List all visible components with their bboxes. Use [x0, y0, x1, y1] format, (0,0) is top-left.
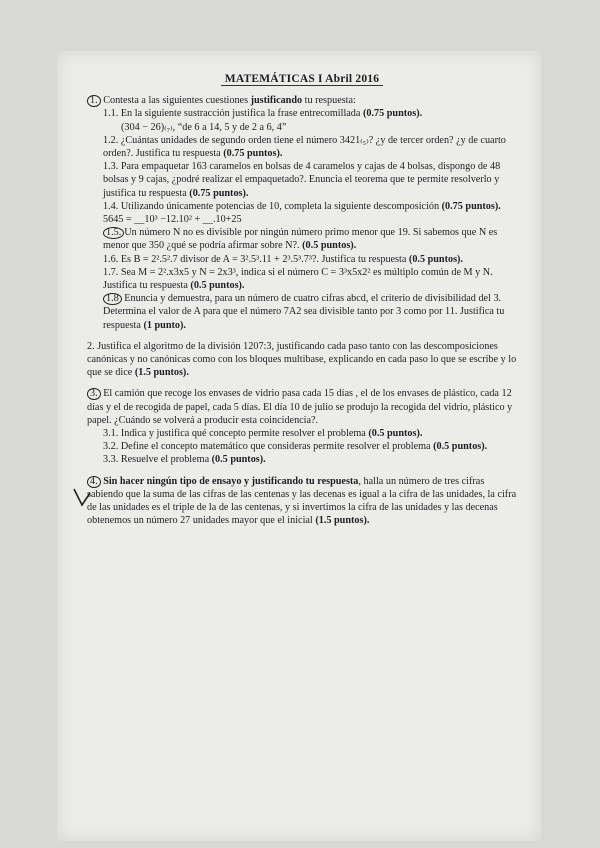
- exam-content: [87, 73, 517, 528]
- check-mark-icon: [73, 487, 91, 507]
- question-1-intro: 1. Contesta a las siguientes cuestiones justificando tu respuesta:: [87, 94, 517, 107]
- question-1-8-number: 1.8: [103, 293, 122, 305]
- question-1-6: 1.6. Es B = 2².5².7 divisor de A = 3².5³.11 + 2³.5³.7³?. Justifica tu respuesta (0.5 puntos).: [103, 253, 463, 265]
- question-3-2: 3.2. Define el concepto matemático que consideras permite resolver el problema (0.5 puntos).: [103, 441, 488, 453]
- question-1-number: 1.: [87, 95, 101, 107]
- question-1-5: 1.5. Un número N no es divisible por ningún número primo menor que 19. Si sabemos que N es menor que 350 ¿qué se podría afirmar sobre N?. (0.5 puntos).: [103, 227, 498, 252]
- question-1-8: 1.8 Enuncia y demuestra, para un número de cuatro cifras abcd, el criterio de divisibilidad del 3. Determina el valor de A para que el número 7A2 sea divisible tanto por 3 como por 11. Justifica tu respuesta (1 punto).: [103, 293, 505, 331]
- question-1-5-number: 1.5.: [103, 227, 124, 239]
- question-1-2: 1.2. ¿Cuántas unidades de segundo orden tiene el número 3421₍₅₎? ¿y de tercer orden? ¿y de cuarto orden?. Justifica tu respuesta (0.75 puntos).: [103, 134, 506, 160]
- question-3: 3. El camión que recoge los envases de vidrio pasa cada 15 días , el de los envases de plástico, cada 12 días y el de recogida de papel, cada 5 días. El día 10 de julio se produjo la recogida del vidrio, plástico y papel. ¿Cuándo se volverá a producir esta coincidencia?.: [87, 388, 513, 426]
- exam-sheet: [57, 51, 541, 841]
- question-3-1: 3.1. Indica y justifica qué concepto permite resolver el problema (0.5 puntos).: [103, 428, 423, 440]
- question-4-number: 4.: [87, 476, 101, 488]
- question-4: 4. Sin hacer ningún tipo de ensayo y justificando tu respuesta, halla un número de tres cifras sabiendo que la suma de las cifras de las centenas y las decenas es igual a la cifra de las unidades, la cifra de las unidades es el triple de la de las centenas, y si invertimos la cifra de las unidades y las decenas obtenemos un número 27 unidades mayor que el inicial (1.5 puntos).: [87, 475, 517, 527]
- question-1-1: 1.1. En la siguiente sustracción justifica la frase entrecomillada (0.75 puntos).: [103, 108, 423, 120]
- question-3-number: 3.: [87, 388, 101, 400]
- question-1-1-expression: (304 − 26)₍₇₎, “de 6 a 14, 5 y de 2 a 6, 4”: [121, 121, 287, 133]
- question-1-4: 1.4. Utilizando únicamente potencias de 10, completa la siguiente descomposición (0.75 puntos). 5645 = __10³ −12.10² + __.10+25: [103, 200, 501, 226]
- question-3-3: 3.3. Resuelve el problema (0.5 puntos).: [103, 454, 266, 466]
- question-1-3: 1.3. Para empaquetar 163 caramelos en bolsas de 4 caramelos y cajas de 4 bolsas, dispongo de 48 bolsas y 9 cajas, ¿podré realizar el empaquetado?. Enuncia el teorema que te permite resolverlo y justifica tu respuesta (0.75 puntos).: [103, 161, 501, 199]
- exam-title: MATEMÁTICAS I Abril 2016: [87, 73, 517, 86]
- question-2: 2. Justifica el algoritmo de la división 1207:3, justificando cada paso tanto con las descomposiciones canónicas y no canónicas como con los bloques multibase, explicando en cada paso lo que se escribe y lo que se dice (1.5 puntos).: [87, 340, 517, 379]
- question-1-7: 1.7. Sea M = 2².x3x5 y N = 2x3³, indica si el número C = 3³x5x2² es múltiplo común de M y N. Justifica tu respuesta (0.5 puntos).: [103, 266, 493, 292]
